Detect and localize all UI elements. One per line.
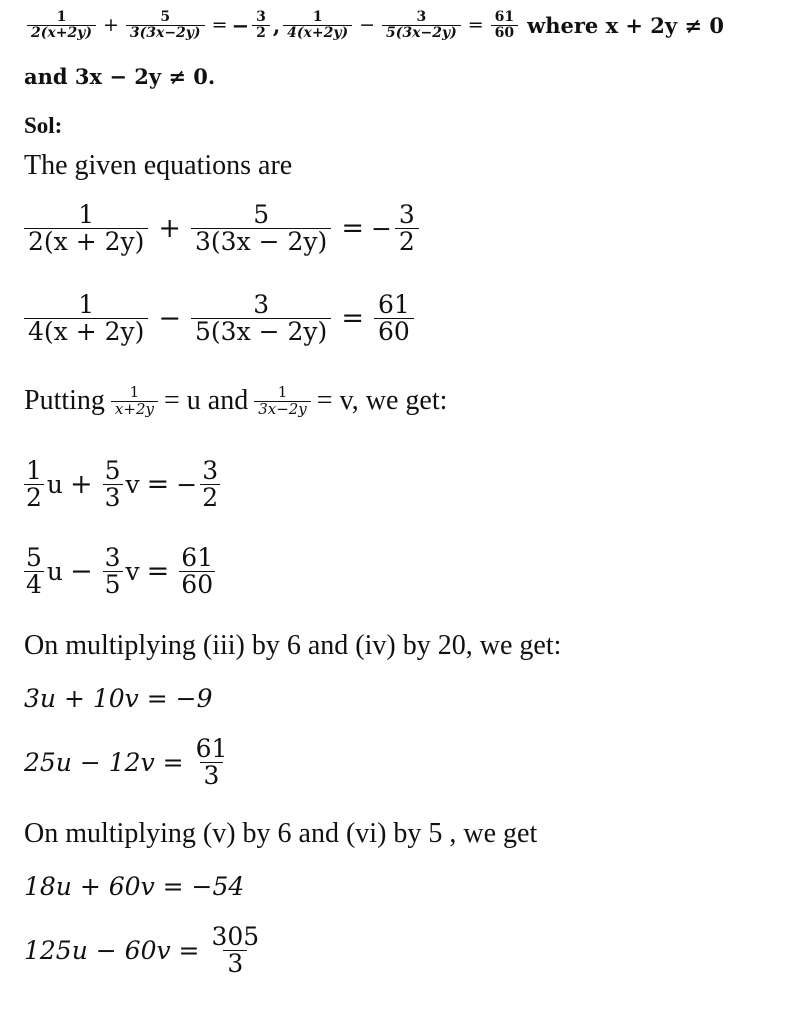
uv-equation-2: $\frac{5}{4}$ u − $\frac{3}{5}$ v = $\frac{61}{60}$ [26, 543, 214, 600]
given-equation-2: $\frac{1}{4(x + 2y)}$ − $\frac{3}{5(3x - 2y)}$ = $\frac{61}{60}$ [24, 292, 417, 346]
intro-text: The given equations are [24, 150, 293, 181]
fraction: $\frac{1}{x+2y}$ [111, 385, 158, 418]
fraction: $\frac{61}{60}$ [491, 10, 518, 40]
solution-label: Sol: [24, 113, 63, 138]
given-equation-1: $\frac{1}{2(x + 2y)}$ + $\frac{5}{3(3x - 2y)}$ = − $\frac{3}{2}$ [24, 202, 422, 256]
fraction: $\frac{305}{3}$ [211, 922, 260, 979]
fraction: $\frac{3}{2}$ [252, 10, 270, 40]
fraction: $\frac{1}{2}$ [26, 456, 42, 513]
step-text-1: On multiplying (iii) by 6 and (iv) by 20, we get: [24, 630, 562, 661]
fraction: $\frac{5}{3}$ [104, 456, 121, 513]
fraction: $\frac{61}{60}$ [181, 543, 214, 600]
fraction: $\frac{3}{5(3x - 2y)}$ [191, 292, 331, 346]
fraction: $\frac{1}{3x-2y}$ [254, 385, 311, 418]
fraction: $\frac{3}{5}$ [104, 543, 121, 600]
fraction: $\frac{3}{2}$ [202, 456, 219, 513]
fraction: $\frac{5}{4}$ [26, 543, 42, 600]
fraction: $\frac{1}{2(x + 2y)}$ [24, 202, 148, 256]
equation-viii: 125u − 60v = $\frac{305}{3}$ [24, 924, 266, 978]
equation-v: 3u + 10v = −9 [24, 684, 213, 713]
fraction: $\frac{61}{3}$ [195, 734, 228, 791]
problem-statement-line2: and 3x − 2y ≠ 0. [24, 64, 216, 89]
problem-statement-line1: $\frac{1}{2(x+2y)}$ + $\frac{5}{3(3x-2y)}$ = − $\frac{3}{2}$ , $\frac{1}{4(x+2y)}$ − $\frac{3}{5(3x-2y)}$ = $\frac{61}{60}$ where x + 2y ≠ 0 [24, 10, 724, 40]
substitution-line: Putting $\frac{1}{x+2y}$ = u and $\frac{1}{3x-2y}$ = v, we get: [24, 383, 448, 418]
fraction: $\frac{5}{3(3x - 2y)}$ [191, 202, 331, 256]
fraction: $\frac{1}{4(x+2y)}$ [283, 10, 352, 40]
step-text-2: On multiplying (v) by 6 and (vi) by 5 , we get [24, 818, 538, 849]
fraction: $\frac{3}{2}$ [395, 202, 419, 256]
equation-vii: 18u + 60v = −54 [24, 872, 245, 901]
where-condition: where x + 2y ≠ 0 [527, 12, 724, 38]
fraction: $\frac{1}{2(x+2y)}$ [27, 10, 96, 40]
uv-equation-1: $\frac{1}{2}$ u + $\frac{5}{3}$ v = − $\frac{3}{2}$ [26, 456, 219, 513]
fraction: $\frac{3}{5(3x-2y)}$ [382, 10, 461, 40]
equation-vi: 25u − 12v = $\frac{61}{3}$ [24, 736, 234, 790]
fraction: $\frac{61}{60}$ [374, 292, 414, 346]
fraction: $\frac{1}{4(x + 2y)}$ [24, 292, 148, 346]
fraction: $\frac{5}{3(3x-2y)}$ [126, 10, 205, 40]
